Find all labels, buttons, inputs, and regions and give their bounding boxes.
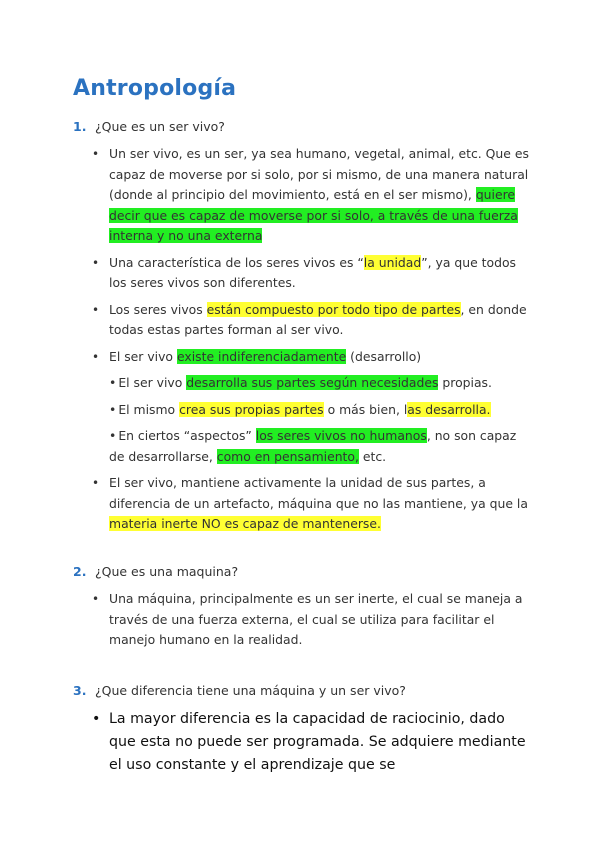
- answer-text: , en donde todas estas partes forman al ser vivo.: [109, 301, 527, 337]
- highlighted-text: están compuesto por todo tipo de partes: [206, 301, 461, 317]
- question-text: ¿Que diferencia tiene una máquina y un ser vivo?: [95, 683, 406, 698]
- bullet-icon: •: [92, 302, 100, 317]
- question-2-answers: [92, 589, 532, 657]
- answer-text: La mayor diferencia es la capacidad de raciocinio, dado que esta no puede ser programada. Se adquiere mediante el uso constante y el aprendizaje que se: [109, 711, 526, 773]
- highlighted-text: existe indiferenciadamente: [176, 348, 347, 364]
- answer-text: Un ser vivo, es un ser, ya sea humano, vegetal, animal, etc. Que es capaz de moverse por si solo, por si mismo, de una manera natural (donde al principio del movimiento, está en el ser mismo),: [109, 146, 529, 202]
- sub-bullet: •: [109, 375, 117, 390]
- question-number: 3.: [73, 683, 87, 698]
- bullet-icon: •: [92, 349, 100, 364]
- question-3-answers: [92, 708, 532, 777]
- bullet-icon: •: [92, 476, 100, 490]
- highlighted-text: crea sus propias partes: [179, 401, 324, 417]
- bullet-icon: •: [92, 255, 100, 270]
- question-text: ¿Que es una maquina?: [95, 564, 239, 579]
- page-title: Antropología: [73, 76, 237, 101]
- answer-text: Los seres vivos: [109, 301, 207, 317]
- highlighted-text: quiere decir que es capaz de moverse por si solo, a través de una fuerza interna y no una externa: [109, 187, 518, 243]
- bullet-icon: •: [92, 711, 101, 727]
- answer-text: , no son capaz de desarrollarse,: [109, 428, 517, 464]
- question-number: 2.: [73, 564, 87, 579]
- answer-text: El ser vivo: [109, 348, 177, 364]
- highlighted-text: materia inerte NO es capaz de mantenerse.: [109, 516, 381, 531]
- list-item: [92, 473, 532, 535]
- question-1-answers: [92, 144, 532, 541]
- question-1: [73, 119, 225, 134]
- sub-bullet: •: [109, 428, 117, 443]
- answer-text: El mismo: [118, 401, 180, 417]
- list-item: [92, 144, 532, 247]
- highlighted-text: los seres vivos no humanos: [255, 428, 427, 443]
- answer-text: ”, ya que todos los seres vivos son diferentes.: [109, 254, 516, 290]
- list-item: [92, 708, 532, 777]
- highlighted-text: como en pensamiento,: [216, 448, 359, 464]
- list-item: [92, 589, 532, 651]
- sub-bullet: •: [109, 401, 117, 417]
- sub-item: [109, 400, 532, 421]
- answer-text: En ciertos “aspectos”: [118, 428, 256, 443]
- sub-item: [109, 426, 532, 467]
- bullet-icon: •: [92, 147, 100, 161]
- list-item: [92, 347, 532, 468]
- answer-text: El ser vivo, mantiene activamente la unidad de sus partes, a diferencia de un artefacto, máquina que no las mantiene, ya que la: [109, 475, 528, 511]
- highlighted-text: la unidad: [363, 254, 422, 270]
- list-item: [92, 253, 532, 294]
- answer-text: o más bien, l: [323, 401, 408, 417]
- answer-text: etc.: [358, 448, 387, 464]
- sub-item: [109, 373, 532, 394]
- question-number: 1.: [73, 119, 87, 134]
- bullet-icon: •: [92, 592, 100, 606]
- highlighted-text: desarrolla sus partes según necesidades: [186, 375, 439, 390]
- answer-text: Una característica de los seres vivos es “: [109, 254, 364, 270]
- answer-text: propias.: [438, 375, 492, 390]
- answer-text: Una máquina, principalmente es un ser inerte, el cual se maneja a través de una fuerza externa, el cual se utiliza para facilitar el manejo humano en la realidad.: [109, 591, 523, 647]
- list-item: [92, 300, 532, 341]
- answer-text: (desarrollo): [346, 348, 422, 364]
- answer-text: El ser vivo: [118, 375, 187, 390]
- question-text: ¿Que es un ser vivo?: [95, 119, 225, 134]
- highlighted-text: as desarrolla.: [407, 401, 491, 417]
- question-2: [73, 564, 238, 579]
- question-3: [73, 683, 406, 698]
